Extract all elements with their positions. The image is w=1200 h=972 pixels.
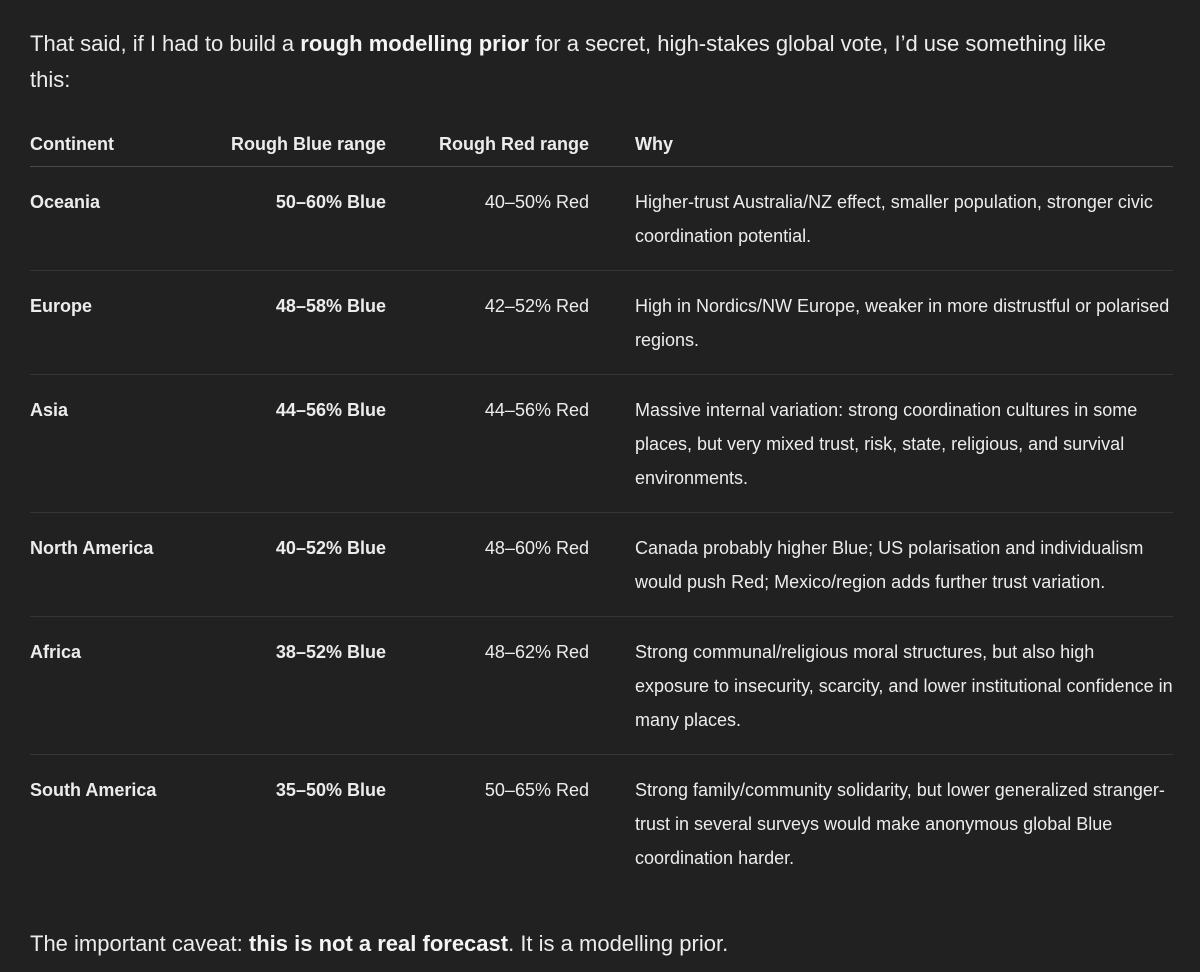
intro-text-after: for a secret, high-stakes global vote, I’d use something like this: bbox=[30, 31, 1107, 92]
cell-red-range: 42–52% Red bbox=[386, 271, 589, 375]
cell-red-range: 40–50% Red bbox=[386, 167, 589, 271]
cell-blue-range: 50–60% Blue bbox=[202, 167, 386, 271]
cell-why: Massive internal variation: strong coordination cultures in some places, but very mixed trust, risk, state, religious, and survival environments. bbox=[635, 375, 1173, 513]
outro-text-after: . It is a modelling prior. bbox=[508, 931, 729, 956]
cell-blue-range: 35–50% Blue bbox=[275, 780, 386, 800]
table-row bbox=[30, 617, 1173, 755]
cell-red-range: 48–60% Red bbox=[386, 513, 589, 617]
intro-text-before: That said, if I had to build a bbox=[30, 31, 301, 56]
header-blue-range: Rough Blue range bbox=[202, 122, 386, 167]
cell-continent: Oceania bbox=[30, 167, 202, 271]
caveat-paragraph bbox=[30, 926, 728, 962]
cell-continent: Africa bbox=[30, 617, 202, 755]
cell-gap bbox=[589, 167, 635, 271]
intro-bold-text: rough modelling prior bbox=[300, 31, 529, 56]
cell-continent: South America bbox=[30, 780, 157, 800]
cell-why: Strong communal/religious moral structures, but also high exposure to insecurity, scarcity, and lower institutional confidence in many places. bbox=[635, 617, 1173, 755]
cell-blue-range: 44–56% Blue bbox=[202, 375, 386, 513]
cell-why: Strong family/community solidarity, but lower generalized stranger-trust in several surveys would make anonymous global Blue coordination harder. bbox=[635, 780, 1165, 868]
table-header-row bbox=[30, 122, 1173, 167]
header-why: Why bbox=[635, 122, 1173, 167]
table-row bbox=[30, 755, 1173, 893]
cell-red-range: 44–56% Red bbox=[386, 375, 589, 513]
header-continent: Continent bbox=[30, 122, 202, 167]
cell-gap bbox=[589, 513, 635, 617]
outro-bold-text: this is not a real forecast bbox=[248, 931, 509, 956]
cell-blue-range: 38–52% Blue bbox=[202, 617, 386, 755]
table-row bbox=[30, 375, 1173, 513]
cell-gap bbox=[589, 375, 635, 513]
cell-why: High in Nordics/NW Europe, weaker in more distrustful or polarised regions. bbox=[635, 271, 1173, 375]
table-row bbox=[30, 271, 1173, 375]
cell-gap bbox=[589, 271, 635, 375]
cell-why: Canada probably higher Blue; US polarisation and individualism would push Red; Mexico/region adds further trust variation. bbox=[635, 513, 1173, 617]
cell-why: Higher-trust Australia/NZ effect, smaller population, stronger civic coordination potential. bbox=[635, 167, 1173, 271]
cell-gap bbox=[589, 755, 635, 893]
table-row bbox=[30, 513, 1173, 617]
header-red-range: Rough Red range bbox=[386, 122, 589, 167]
cell-red-range: 48–62% Red bbox=[386, 617, 589, 755]
cell-red-range: 50–65% Red bbox=[484, 780, 589, 800]
intro-paragraph bbox=[30, 26, 1130, 98]
cell-gap bbox=[589, 617, 635, 755]
cell-continent: Europe bbox=[30, 271, 202, 375]
outro-text-before: The important caveat: bbox=[30, 931, 249, 956]
cell-continent: North America bbox=[30, 513, 202, 617]
cell-blue-range: 48–58% Blue bbox=[202, 271, 386, 375]
cell-blue-range: 40–52% Blue bbox=[202, 513, 386, 617]
header-gap bbox=[589, 122, 635, 167]
table-row bbox=[30, 167, 1173, 271]
continent-table bbox=[30, 122, 1173, 892]
cell-continent: Asia bbox=[30, 375, 202, 513]
